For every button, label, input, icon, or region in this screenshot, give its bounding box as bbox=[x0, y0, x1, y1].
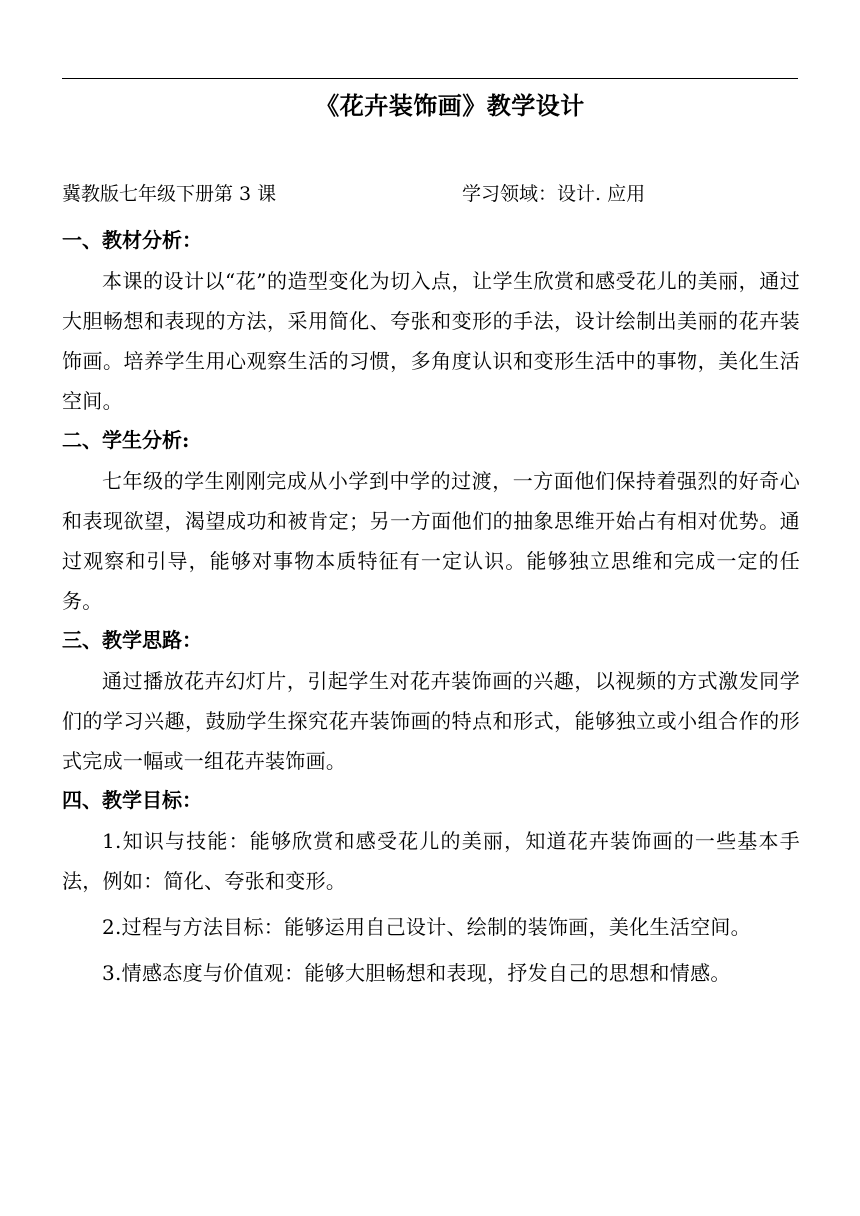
objective-process-methods: 2.过程与方法目标：能够运用自己设计、绘制的装饰画，美化生活空间。 bbox=[102, 915, 751, 939]
section-heading: 一、教材分析： bbox=[62, 228, 202, 252]
learning-domain: 学习领域：设计. 应用 bbox=[462, 183, 646, 205]
section-material-analysis bbox=[62, 225, 800, 421]
section-paragraph: 七年级的学生刚刚完成从小学到中学的过渡，一方面他们保持着强烈的好奇心和表现欲望，渴望成功和被肯定；另一方面他们的抽象思维开始占有相对优势。通过观察和引导，能够对事物本质特征有一定认识。能够独立思维和完成一定的任务。 bbox=[62, 469, 800, 613]
document-body bbox=[62, 225, 800, 999]
section-paragraph: 本课的设计以“花”的造型变化为切入点，让学生欣赏和感受花儿的美丽，通过大胆畅想和表现的方法，采用简化、夸张和变形的手法，设计绘制出美丽的花卉装饰画。培养学生用心观察生活的习惯，多角度认识和变形生活中的事物，美化生活空间。 bbox=[62, 269, 800, 413]
objective-emotion-values: 3.情感态度与价值观：能够大胆畅想和表现，抒发自己的思想和情感。 bbox=[102, 961, 731, 985]
objective-knowledge-skills: 1.知识与技能：能够欣赏和感受花儿的美丽，知道花卉装饰画的一些基本手法，例如：简化、夸张和变形。 bbox=[62, 829, 800, 893]
section-student-analysis bbox=[62, 425, 800, 621]
document-title: 《花卉装饰画》教学设计 bbox=[315, 91, 585, 120]
section-paragraph: 通过播放花卉幻灯片，引起学生对花卉装饰画的兴趣，以视频的方式激发同学们的学习兴趣，鼓励学生探究花卉装饰画的特点和形式，能够独立或小组合作的形式完成一幅或一组花卉装饰画。 bbox=[62, 669, 800, 773]
section-teaching-objectives bbox=[62, 785, 800, 993]
section-heading: 三、教学思路： bbox=[62, 628, 202, 652]
section-teaching-approach bbox=[62, 625, 800, 781]
textbook-info: 冀教版七年级下册第 3 课 bbox=[62, 183, 277, 205]
section-heading: 二、学生分析: bbox=[62, 428, 190, 452]
section-heading: 四、教学目标： bbox=[62, 788, 202, 812]
header-rule bbox=[62, 78, 798, 79]
